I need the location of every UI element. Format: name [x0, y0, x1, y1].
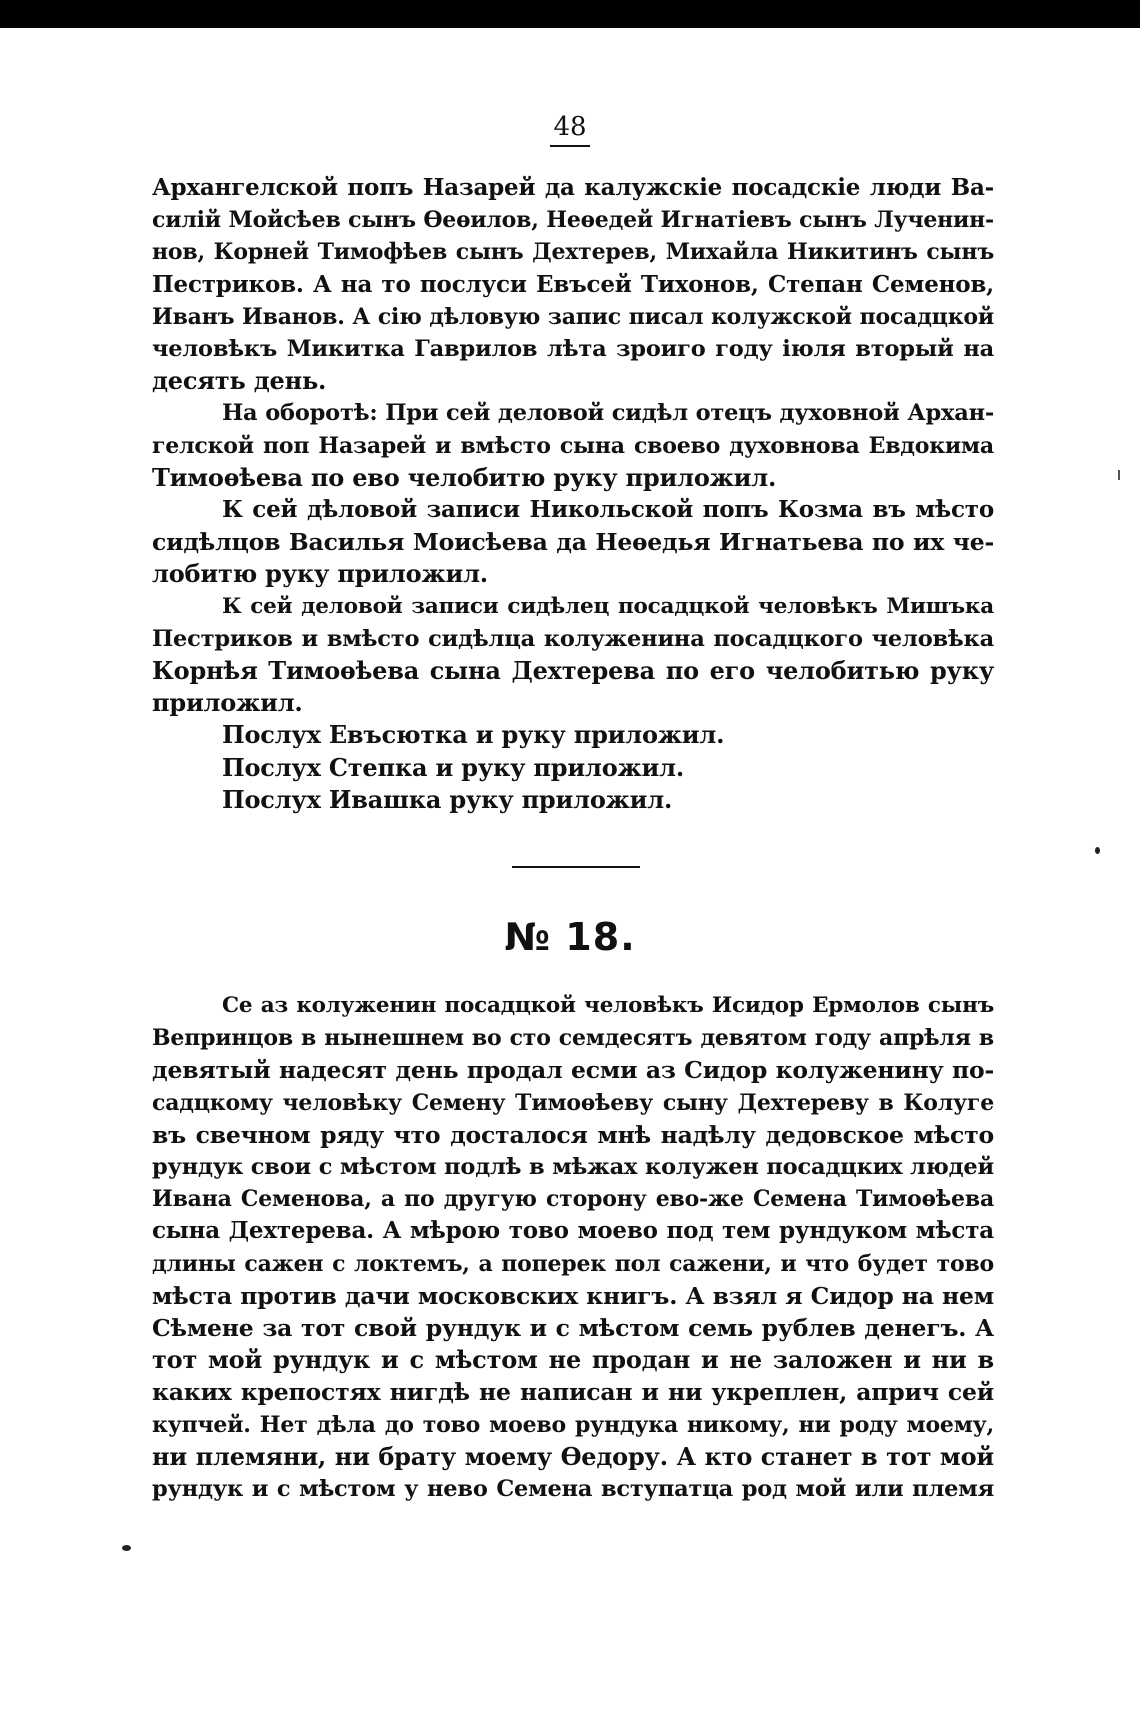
text-line: каких крепостях нигдѣ не написан и ни укреплен, априч сей [152, 1378, 994, 1407]
text-line: купчей. Нет дѣла до тово моево рундука никому, ни роду моему, [152, 1411, 994, 1438]
text-line: К сей деловой записи сидѣлец посадцкой человѣкъ Мишъка [222, 593, 994, 619]
section2-text [152, 990, 994, 1505]
text-line: Ивана Семенова, а по другую сторону ево-же Семена Тимоѳѣева [152, 1186, 994, 1213]
text-line: нов, Корней Тимофѣев сынъ Дехтерев, Михайла Никитинъ сынъ [152, 239, 994, 266]
text-line: Пестриков и вмѣсто сидѣлца колуженина посадцкого человѣка [152, 625, 994, 652]
page-number: 48 [553, 112, 587, 142]
signature-line: Послух Евъсютка и руку приложил. [222, 720, 725, 750]
text-line: Сѣмене за тот свой рундук и с мѣстом семь рублев денегъ. А [152, 1314, 994, 1343]
text-line: рундук свои с мѣстом подлѣ в мѣжах колужен посадцких людей [152, 1154, 994, 1181]
section1-text [152, 172, 994, 816]
text-line: На оборотѣ: При сей деловой сидѣл отецъ духовной Архан- [222, 400, 994, 427]
text-line: силій Мойсѣев сынъ Өеѳилов, Неѳедей Игнатіевъ сынъ Лученин- [152, 207, 994, 234]
text-line: человѣкъ Микитка Гаврилов лѣта зроиго году іюля вторый на [152, 336, 994, 363]
text-line: тот мой рундук и с мѣстом не продан и не заложен и ни в [152, 1345, 994, 1375]
scan-speck [122, 1545, 131, 1551]
text-line: Архангелской попъ Назарей да калужскіе посадскіе люди Ва- [152, 174, 994, 201]
text-line: садцкому человѣку Семену Тимоѳѣеву сыну Дехтереву в Колуге [152, 1089, 994, 1116]
scan-speck [1095, 847, 1100, 854]
document-number-heading: № 18. [504, 915, 636, 959]
text-line: приложил. [152, 688, 303, 718]
signature-line: Послух Степка и руку приложил. [222, 752, 685, 782]
text-line: сидѣлцов Василья Моисѣева да Неѳедья Игнатьева по их че- [152, 528, 994, 557]
text-line: десять день. [152, 366, 327, 396]
page-number-underline [550, 145, 590, 147]
text-line: гелской поп Назарей и вмѣсто сына своево духовнова Евдокима [152, 432, 994, 459]
text-line: Иванъ Иванов. А сію дѣловую запис писал колужской посадцкой [152, 303, 994, 330]
text-line: Вепринцов в нынешнем во сто семдесятъ девятом году апрѣля в [152, 1025, 994, 1052]
text-line: Пестриков. А на то послуси Евъсей Тихонов, Степан Семенов, [152, 270, 994, 298]
scan-mark [1118, 470, 1120, 480]
text-line: лобитю руку приложил. [152, 559, 488, 589]
signature-line: Послух Ивашка руку приложил. [222, 784, 673, 814]
text-line: К сей дѣловой записи Никольской попъ Козма въ мѣсто [222, 496, 994, 524]
text-line: сына Дехтерева. А мѣрою тово моево под тем рундуком мѣста [152, 1217, 994, 1245]
text-line: мѣста против дачи московских книгъ. А взял я Сидор на нем [152, 1281, 994, 1310]
text-line: Корнѣя Тимоѳѣева сына Дехтерева по его челобитью руку [152, 656, 994, 686]
section-divider [512, 866, 640, 868]
text-line: въ свечном ряду что досталося мнѣ надѣлу дедовское мѣсто [152, 1120, 994, 1149]
text-line: ни племяни, ни брату моему Өедору. А кто станет в тот мой [152, 1441, 994, 1471]
text-line: длины сажен с локтемъ, а поперек пол сажени, и что будет тово [152, 1250, 994, 1277]
text-line: Тимоѳѣева по ево челобитю руку приложил. [152, 462, 777, 492]
text-line: девятый надесят день продал есми аз Сидор колуженину по- [152, 1056, 994, 1085]
scan-top-border [0, 0, 1140, 28]
text-line: Се аз колуженин посадцкой человѣкъ Исидор Ермолов сынъ [222, 993, 994, 1018]
text-line: рундук и с мѣстом у нево Семена вступатца род мой или племя [152, 1476, 994, 1503]
